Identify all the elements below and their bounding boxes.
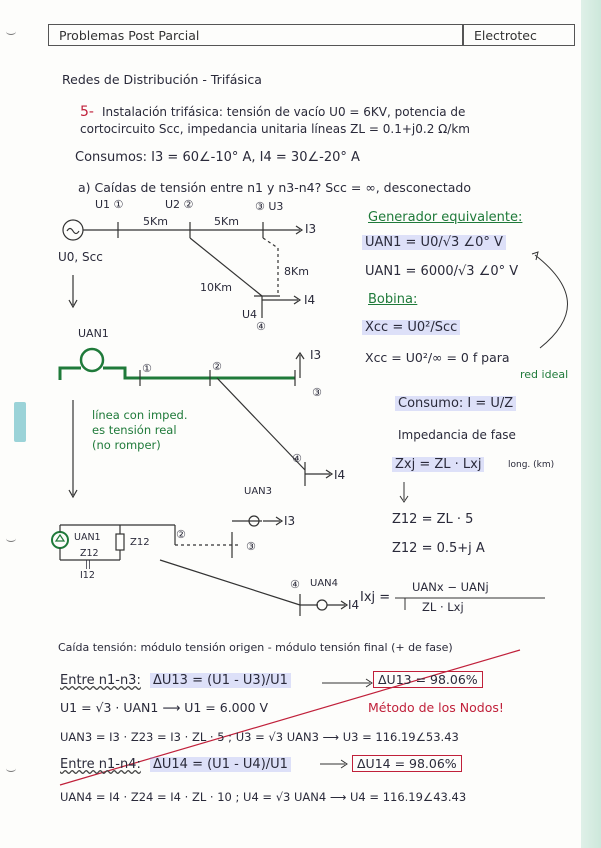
generator-title: Generador equivalente: (368, 210, 523, 225)
diagram3-n4: ④ (290, 578, 300, 591)
diagram3-ll: || (85, 560, 92, 570)
generator-eq4b: red ideal (520, 368, 569, 381)
e14-equation: ΔU14 = (U1 - U4)/U1 (150, 757, 291, 772)
e14-label: Entre n1-n4: (60, 757, 141, 772)
section-title: Redes de Distribución - Trifásica (62, 72, 262, 87)
diagram1-n4: ④ (256, 320, 266, 333)
e14-result: ΔU14 = 98.06% (352, 755, 462, 772)
diagram1-d34: 8Km (284, 265, 309, 278)
diagram1-source: U0, Scc (58, 250, 103, 264)
consumo-title: Consumo: I = U/Z (395, 396, 516, 411)
diagram3-i3: I3 (284, 514, 296, 528)
consumo-eq1: Zxj = ZL · Lxj (392, 457, 484, 472)
diagram3-i4: I4 (348, 598, 360, 612)
generator-eq2: UAN1 = 6000/√3 ∠0° V (365, 264, 519, 279)
diagram2-uan1: UAN1 (78, 327, 109, 340)
diagram1-i4: I4 (304, 293, 316, 307)
generator-eq4: Xcc = U0²/∞ = 0 f para (365, 350, 510, 365)
diagram3-z12b: Z12 (130, 537, 150, 548)
diagram2-i4: I4 (334, 468, 346, 482)
diagram3-i12: I12 (80, 570, 95, 581)
diagram2-n2: ② (212, 360, 222, 373)
consumo-eq2: Z12 = ZL · 5 (392, 512, 474, 527)
diagram1-u2: U2 ② (165, 198, 194, 211)
header-title: Problemas Post Parcial (59, 28, 200, 43)
metodo-nodos: Método de los Nodos! (368, 700, 504, 715)
diagram3-n2: ② (176, 528, 186, 541)
diagram1-u1: U1 ① (95, 198, 124, 211)
diagram1-u3: ③ U3 (255, 200, 284, 213)
diagram2-n3: ③ (312, 386, 322, 399)
consumo-imp: Impedancia de fase (398, 428, 516, 442)
e13-result: ΔU13 = 98.06% (373, 671, 483, 688)
diagram1-u4: U4 (242, 308, 258, 321)
caida-definition: Caída tensión: módulo tensión origen - módulo tensión final (+ de fase) (58, 641, 453, 654)
consumo-ixj-lhs: Ixj = (360, 590, 391, 605)
generator-eq3: Xcc = U0²/Scc (362, 320, 460, 335)
diagram1-d24: 10Km (200, 281, 232, 294)
consumo-eq3: Z12 = 0.5+j A (392, 541, 485, 556)
u1-equation: U1 = √3 · UAN1 ⟶ U1 = 6.000 V (60, 700, 269, 715)
consumo-eq1-note: long. (km) (508, 460, 555, 470)
e13-equation: ΔU13 = (U1 - U3)/U1 (150, 673, 291, 688)
diagram3-n3: ③ (246, 540, 256, 553)
e13-label: Entre n1-n3: (60, 673, 141, 688)
diagram2-n4: ④ (292, 452, 302, 465)
problem-line-1: Instalación trifásica: tensión de vacío U0 = 6KV, potencia de (102, 105, 466, 119)
diagram3-uan4: UAN4 (310, 578, 339, 589)
diagram3-uan3: UAN3 (244, 486, 273, 497)
consumo-ixj-den: ZL · Lxj (422, 600, 464, 614)
generator-bobina: Bobina: (368, 292, 418, 307)
consumo-ixj-num: UANx − UANj (412, 580, 489, 594)
diagram2-note1: línea con imped. (92, 408, 188, 422)
problem-line-2: cortocircuito Scc, impedancia unitaria líneas ZL = 0.1+j0.2 Ω/km (80, 122, 470, 136)
problem-part-a: a) Caídas de tensión entre n1 y n3-n4? Scc = ∞, desconectado (78, 180, 471, 195)
diagram2-note3: (no romper) (92, 438, 161, 452)
problem-consumos: Consumos: I3 = 60∠-10° A, I4 = 30∠-20° A (75, 150, 360, 165)
generator-eq1: UAN1 = U0/√3 ∠0° V (362, 235, 506, 250)
header-subject: Electrotec (474, 28, 537, 43)
diagram1-i3: I3 (305, 222, 317, 236)
problem-number: 5- (80, 104, 94, 120)
diagram2-note2: es tensión real (92, 423, 177, 437)
diagram3-uan1: UAN1 (74, 532, 101, 543)
diagram2-i3: I3 (310, 348, 322, 362)
uan3-equation: UAN3 = I3 · Z23 = I3 · ZL · 5 ; U3 = √3 UAN3 ⟶ U3 = 116.19∠53.43 (60, 730, 459, 744)
uan4-equation: UAN4 = I4 · Z24 = I4 · ZL · 10 ; U4 = √3 UAN4 ⟶ U4 = 116.19∠43.43 (60, 790, 467, 804)
diagram1-d12: 5Km (143, 215, 168, 228)
diagram2-n1: ① (142, 362, 152, 375)
diagram3-z12: Z12 (80, 548, 99, 559)
diagram1-d23: 5Km (214, 215, 239, 228)
